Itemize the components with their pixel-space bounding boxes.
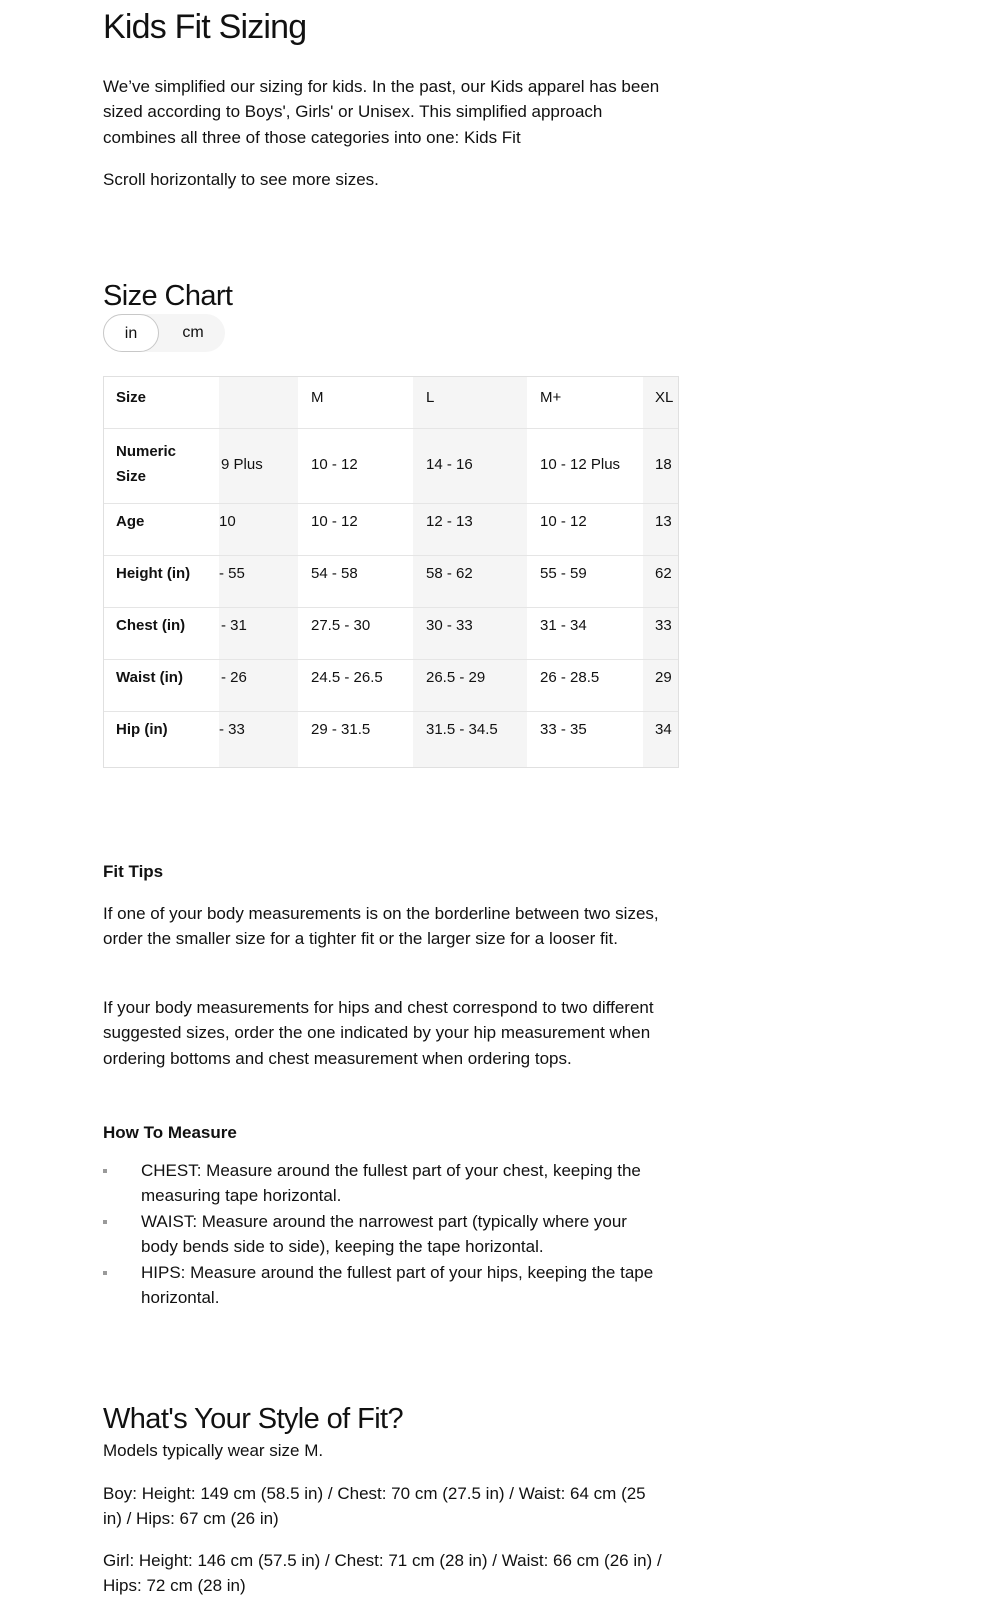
table-cell: 62 bbox=[655, 565, 672, 582]
row-divider bbox=[104, 503, 679, 504]
row-header-numeric-size: Numeric Size bbox=[116, 443, 177, 485]
row-divider bbox=[104, 555, 679, 556]
style-of-fit-title: What's Your Style of Fit? bbox=[103, 1403, 404, 1435]
fit-tip-2: If your body measurements for hips and chest correspond to two different suggested sizes, order the one indicated by your hip measurement when ordering bottoms and chest measurement when ordering tops. bbox=[103, 998, 654, 1068]
table-cell: 9 Plus bbox=[221, 456, 263, 473]
table-cell: 34 bbox=[655, 721, 672, 738]
table-cell: 10 - 12 bbox=[540, 513, 587, 530]
table-cell: - 26 bbox=[221, 669, 247, 686]
row-divider bbox=[104, 659, 679, 660]
list-item bbox=[103, 1209, 663, 1260]
table-cell: 29 bbox=[655, 669, 672, 686]
table-cell: 14 - 16 bbox=[426, 456, 473, 473]
unit-cm-button[interactable]: cm bbox=[182, 324, 204, 341]
table-cell: 30 - 33 bbox=[426, 617, 473, 634]
table-cell: 33 bbox=[655, 617, 672, 634]
row-divider bbox=[104, 711, 679, 712]
table-cell: 31.5 - 34.5 bbox=[426, 721, 498, 738]
row-header-size: Size bbox=[116, 389, 147, 406]
row-header-column bbox=[104, 377, 219, 768]
scroll-note: Scroll horizontally to see more sizes. bbox=[103, 170, 379, 189]
models-note: Models typically wear size M. bbox=[103, 1441, 324, 1460]
size-table-scroll-area[interactable] bbox=[219, 377, 679, 768]
fit-tips-title: Fit Tips bbox=[103, 862, 164, 881]
list-item bbox=[103, 1260, 663, 1311]
row-header-chest: Chest (in) bbox=[116, 617, 186, 634]
page-title: Kids Fit Sizing bbox=[103, 8, 307, 46]
table-cell: - 33 bbox=[219, 721, 245, 738]
intro-text: We’ve simplified our sizing for kids. In the past, our Kids apparel has been sized according to Boys', Girls' or Unisex. This simplified approach combines all three of those categories into one: Kids Fit bbox=[103, 77, 660, 147]
bullet-icon bbox=[103, 1220, 107, 1224]
list-item bbox=[103, 1158, 663, 1209]
table-cell: 54 - 58 bbox=[311, 565, 358, 582]
table-cell: 24.5 - 26.5 bbox=[311, 669, 383, 686]
row-divider bbox=[104, 607, 679, 608]
table-cell: 10 bbox=[219, 513, 236, 530]
size-column-xl bbox=[643, 377, 679, 768]
table-cell: 10 - 12 bbox=[311, 513, 358, 530]
table-cell: 12 - 13 bbox=[426, 513, 473, 530]
table-cell: L bbox=[426, 389, 435, 406]
size-chart-title: Size Chart bbox=[103, 280, 233, 312]
size-column-m-plus bbox=[527, 377, 643, 768]
table-cell: 26.5 - 29 bbox=[426, 669, 486, 686]
boy-model-measurements: Boy: Height: 149 cm (58.5 in) / Chest: 70 cm (27.5 in) / Waist: 64 cm (25 in) / Hips: 67 cm (26 in) bbox=[103, 1484, 646, 1529]
bullet-icon bbox=[103, 1169, 107, 1173]
fit-tip-1: If one of your body measurements is on the borderline between two sizes, order the smaller size for a tighter fit or the larger size for a looser fit. bbox=[103, 904, 659, 949]
table-cell: M+ bbox=[540, 389, 562, 406]
row-divider bbox=[104, 428, 679, 429]
row-header-age: Age bbox=[116, 513, 145, 530]
table-cell: XL bbox=[655, 389, 674, 406]
measure-list bbox=[103, 1158, 663, 1310]
bullet-icon bbox=[103, 1271, 107, 1275]
table-cell: 27.5 - 30 bbox=[311, 617, 371, 634]
table-cell: 55 - 59 bbox=[540, 565, 587, 582]
table-cell: - 31 bbox=[221, 617, 247, 634]
table-cell: 18 bbox=[655, 456, 672, 473]
row-header-waist: Waist (in) bbox=[116, 669, 183, 686]
girl-model-measurements: Girl: Height: 146 cm (57.5 in) / Chest: 71 cm (28 in) / Waist: 66 cm (26 in) / Hips: 72 cm (28 in) bbox=[103, 1551, 662, 1596]
table-cell: 10 - 12 bbox=[311, 456, 358, 473]
measure-waist-text: WAIST: Measure around the narrowest part (typically where your body bends side to side), keeping the tape horizontal. bbox=[141, 1211, 627, 1257]
measure-hips-text: HIPS: Measure around the fullest part of your hips, keeping the tape horizontal. bbox=[141, 1262, 654, 1308]
table-cell: M bbox=[311, 389, 324, 406]
row-header-height: Height (in) bbox=[116, 565, 191, 582]
unit-toggle[interactable] bbox=[103, 314, 225, 352]
measure-chest-text: CHEST: Measure around the fullest part of your chest, keeping the measuring tape horizontal. bbox=[141, 1161, 641, 1206]
table-cell: 10 - 12 Plus bbox=[540, 456, 621, 473]
size-column bbox=[219, 377, 298, 768]
table-cell: 58 - 62 bbox=[426, 565, 473, 582]
table-cell: 31 - 34 bbox=[540, 617, 587, 634]
size-column-l bbox=[413, 377, 527, 768]
table-cell: 33 - 35 bbox=[540, 721, 587, 738]
table-cell: 26 - 28.5 bbox=[540, 669, 600, 686]
table-cell: - 55 bbox=[219, 565, 245, 582]
table-cell: 13 bbox=[655, 513, 672, 530]
unit-in-button[interactable]: in bbox=[103, 314, 159, 352]
row-header-hip: Hip (in) bbox=[116, 721, 168, 738]
table-cell: 29 - 31.5 bbox=[311, 721, 371, 738]
size-column-m bbox=[298, 377, 413, 768]
how-to-measure-title: How To Measure bbox=[103, 1123, 237, 1142]
size-table[interactable] bbox=[103, 376, 679, 768]
